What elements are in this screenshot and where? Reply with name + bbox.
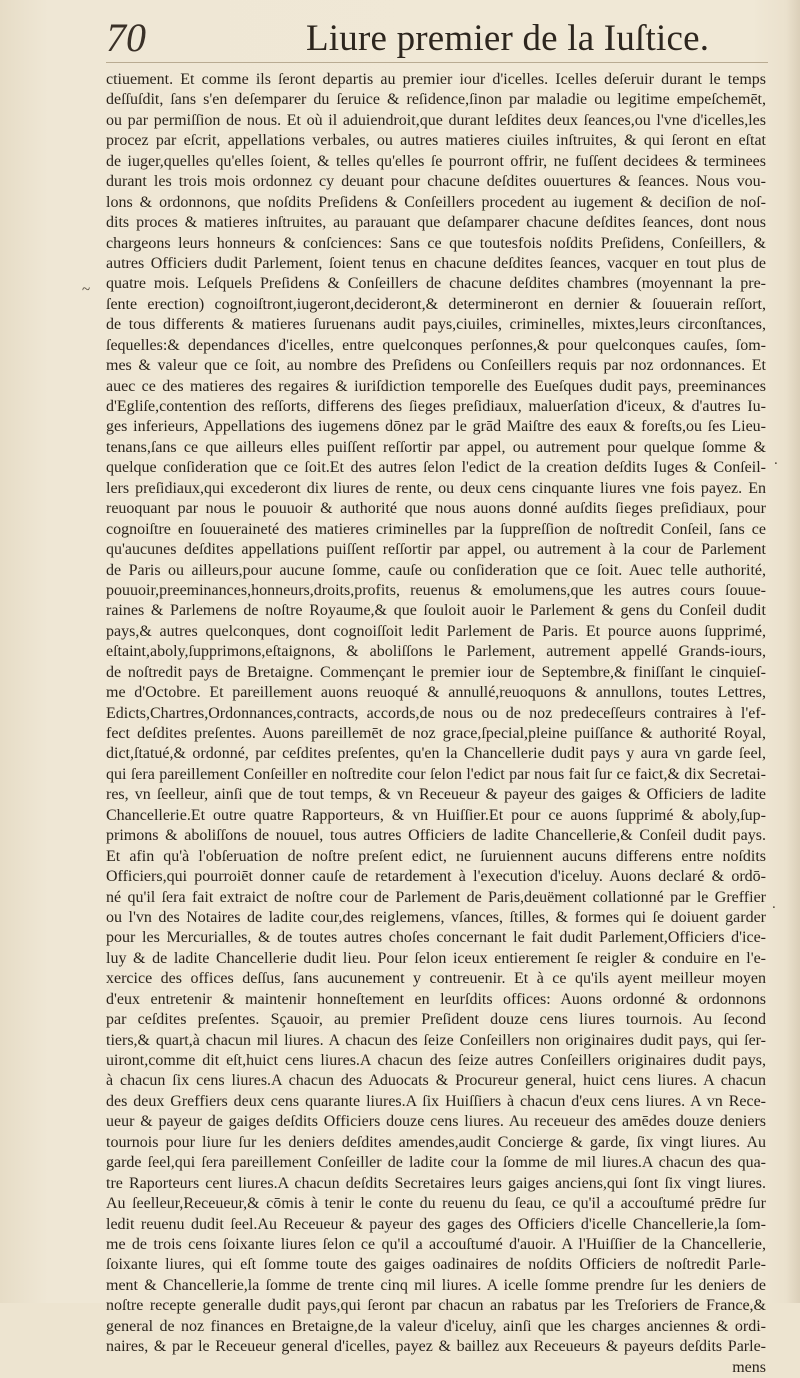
body-text — [106, 70, 766, 1378]
text-line: xercice des offices deſſus, ſans aucunement y contreuenir. Et à ce qu'ils ayent meilleur moyen — [106, 970, 766, 988]
text-line: dict,ſtatué,& ordonné, par ceſdites preſentes, qu'en la Chancellerie dudit pays y aura vn garde ſeel, — [106, 745, 766, 763]
text-line: qui ſera pareillement Conſeiller en noſtredite cour ſelon l'edict par nous fait ſur ce faict,& dix Secretai- — [106, 765, 766, 783]
text-line: pour les Mercurialles, & de toutes autres choſes concernant le fait dudit Parlement,Officiers d'ice- — [106, 929, 766, 947]
text-line: quelque conſideration que ce ſoit.Et des autres ſelon l'edict de la creation deſdits Iuges & Conſeil- — [106, 459, 766, 477]
text-line: de tous differents & matieres ſuruenans audit pays,ciuiles, criminelles, mixtes,leurs circonſtances, — [106, 316, 766, 334]
text-line: res, vn ſeelleur, ainſi que de tout temps, & vn Receueur & payeur des gaiges & Officiers de ladite — [106, 786, 766, 804]
text-line: Officiers,qui pourroiēt donner cauſe de retardement à l'execution d'iceluy. Auons declaré & ordō- — [106, 868, 766, 886]
header-rule — [106, 62, 768, 63]
text-line: mes & valeur que ce ſoit, au nombre des Preſidens ou Conſeillers requis par noz ordonnances. Et — [106, 357, 766, 375]
catchword: mens — [732, 1358, 766, 1376]
text-line: ou par permiſſion de nous. Et où il aduiendroit,que durant leſdites deux ſeances,ou l'vne d'icelles,les — [106, 111, 766, 129]
margin-mark: ~ — [82, 282, 91, 298]
text-line: ou l'vn des Notaires de ladite cour,des reiglemens, vſances, ſtilles, & formes qui ſe doiuent garder — [106, 908, 766, 926]
text-line: tiers,& quart,à chacun mil liures. A chacun des ſeize Conſeillers non originaires dudit pays, qui ſer- — [106, 1031, 766, 1049]
text-line: noſtre recepte generalle dudit pays,qui ſeront par chacun an rabatus par les Treſoriers de France,& — [106, 1297, 766, 1315]
text-line: fect deſdites preſentes. Auons pareillemēt de noz grace,ſpecial,pleine puiſſance & authorité Royal, — [106, 725, 766, 742]
text-line: me de trois cens ſoixante liures ſelon ce qu'il a accouſtumé d'auoir. A l'Huiſſier de la Chancellerie, — [106, 1235, 766, 1253]
running-head: Liure premier de la Iuſtice. — [306, 18, 710, 59]
text-line: durant les trois mois ordonnez cy deuant pour chacune deſdites ouuertures & ſeances. Nous vou- — [106, 173, 766, 191]
text-line: tournois pour liure ſur les deniers deſdites amendes,audit Concierge & garde, ſix vingt liures. Au — [106, 1133, 766, 1151]
text-line: raines & Parlemens de noſtre Royaume,& que ſouloit auoir le Parlement & gens du Conſeil dudit — [106, 602, 766, 620]
text-line: lers preſidiaux,qui excederont dix liures de rente, ou deux cens cinquante liures vne fois payez. En — [106, 479, 766, 497]
text-line: par ceſdites preſentes. Sçauoir, au premier Preſident douze cens liures tournois. Au ſecond — [106, 1011, 766, 1029]
text-line: naires, & par le Receueur general d'icelles, payez & baillez aux Receueurs & payeurs deſdits Parle- — [106, 1338, 766, 1356]
text-line: me d'Octobre. Et pareillement auons reuoqué & annullé,reuoquons & annullons, toutes Lettres, — [106, 684, 766, 702]
text-line: ges inferieurs, Appellations des iugemens dōnez par le grād Maiſtre des eaux & foreſts,ou ſes Lieu- — [106, 418, 766, 436]
text-line: lons & ordonnons, que noſdits Preſidens & Conſeillers procedent au iugement & deciſion de noſ- — [106, 193, 766, 211]
text-line: à chacun ſix cens liures.A chacun des Aduocats & Procureur general, huict cens liures. A chacun — [106, 1072, 766, 1090]
text-line: de noſtredit pays de Bretaigne. Commençant le premier iour de Septembre,& finiſſant le cinquieſ- — [106, 663, 766, 681]
text-line: ment & Chancellerie,la ſomme de trente cinq mil liures. A icelle ſomme prendre ſur les deniers de — [106, 1276, 766, 1294]
text-line: luy & de ladite Chancellerie dudit lieu. Pour ſelon iceux entierement ſe reigler & conduire en l'e- — [106, 949, 766, 967]
text-line: autres Officiers dudit Parlement, ſoient tenus en chacune deſdites ſeances, vacquer en tout plus de — [106, 254, 766, 272]
text-line: garde ſeel,qui ſera pareillement Conſeiller de ladite cour la ſomme de mil liures.A chacun des qua- — [106, 1154, 766, 1172]
text-line: pays,& autres quelconques, dont cognoiſſoit ledit Parlement de Paris. Et pource auons ſupprimé, — [106, 622, 766, 640]
text-line: auec ce des matieres des regaires & iuriſdiction temporelle des Eueſques dudit pays, preeminances — [106, 377, 766, 395]
text-line: Et afin qu'à l'obſeruation de noſtre preſent edict, ne ſuruiennent aucuns differens entre noſdits — [106, 847, 766, 865]
text-line: reuoquant par nous le pouuoir & authorité que nous auons donné auſdits ſieges preſidiaux, pour — [106, 500, 766, 518]
text-line: deſſuſdit, ſans s'en deſemparer du ſeruice & reſidence,ſinon par maladie ou legitime empeſchemēt, — [106, 91, 766, 109]
text-line: eſtaint,aboly,ſupprimons,eſtaignons, & aboliſſons le Parlement, autrement appellé Grands-iours, — [106, 643, 766, 661]
text-line: d'Egliſe,contention des reſſorts, differens des ſieges preſidiaux, maluerſation d'iceux, & d'autres Iu- — [106, 398, 766, 415]
text-line: ſente erection) cognoiſtront,iugeront,decideront,& determineront en dernier & ſouuerain reſſort, — [106, 295, 766, 313]
text-line: Chancellerie.Et outre quatre Rapporteurs, & vn Huiſſier.Et pour ce auons ſupprimé & aboly,ſup- — [106, 806, 766, 824]
text-line: né qu'il ſera fait extraict de noſtre cour de Parlement de Paris,deuëment collationné par le Greffier — [106, 888, 766, 906]
text-line: cognoiſtre en ſouueraineté des matieres criminelles par la ſuppreſſion de noſtredit Conſeil, ſans ce — [106, 520, 766, 538]
text-line: ctiuement. Et comme ils ſeront departis au premier iour d'icelles. Icelles deſeruir durant le temps — [106, 71, 766, 88]
text-line: de Paris ou ailleurs,pour aucune ſomme, cauſe ou conſideration que ce ſoit. Auec telle authorité, — [106, 561, 766, 579]
text-line: ſoixante liures, qui eſt ſomme toute des gaiges oadinaires de noſdits Officiers de noſtredit Parle- — [106, 1256, 766, 1274]
text-line: ledit reuenu dudit ſeel.Au Receueur & payeur des gages des Officiers d'icelle Chancellerie,la ſom- — [106, 1215, 766, 1233]
margin-mark: . — [774, 452, 778, 468]
text-line: uiront,comme dit eſt,huict cens liures.A chacun des ſeize autres Conſeillers originaires dudit pays, — [106, 1052, 766, 1069]
text-line: tenans,ſans ce que ailleurs elles puiſſent reſſortir par appel, ou autrement pour quelque ſomme & — [106, 438, 766, 456]
text-line: ueur & payeur de gaiges deſdits Officiers douze cens liures. Au receueur des amēdes douze deniers — [106, 1113, 766, 1131]
text-line: Au ſeelleur,Receueur,& cōmis à tenir le conte du reuenu du ſeau, ce qu'il a accouſtumé prēdre ſur — [106, 1195, 766, 1213]
text-line: de iuger,quelles qu'elles ſoient, & telles qu'elles ſe pourront offrir, ne fuſſent decidees & terminees — [106, 152, 766, 170]
text-line: Edicts,Chartres,Ordonnances,contracts, accords,de nous ou de noz predeceſſeurs contraires à l'ef- — [106, 704, 766, 722]
text-line: quatre mois. Leſquels Preſidens & Conſeillers de chacune deſdites chambres (moyennant la pre- — [106, 275, 766, 293]
page-number: 70 — [106, 15, 146, 60]
text-line: des deux Greffiers deux cens quarante liures.A ſix Huiſſiers à chacun d'eux cens liures. A vn Rece- — [106, 1092, 766, 1110]
margin-mark: . — [772, 896, 776, 912]
text-line: ſequelles:& dependances d'icelles, entre quelconques perſonnes,& pour quelconques cauſes, ſom- — [106, 336, 766, 354]
text-line: primons & aboliſſons de nouuel, tous autres Officiers de ladite Chancellerie,& Conſeil dudit pays. — [106, 827, 766, 845]
text-line: general de noz finances en Bretaigne,de la valeur d'iceluy, ainſi que les charges anciennes & ordi- — [106, 1317, 766, 1335]
text-line: d'eux entretenir & maintenir honneſtement en leurſdits offices: Auons ordonné & ordonnons — [106, 990, 766, 1008]
page-edge-shadow — [786, 0, 800, 1303]
text-line: dits proces & matieres inſtruites, au parauant que deſamparer chacune deſdites ſeances, dont nous — [106, 214, 766, 232]
text-line: pouuoir,preeminances,honneurs,droits,profits, reuenus & emolumens,que les autres cours ſouue- — [106, 581, 766, 599]
text-line: qu'aucunes deſdites appellations puiſſent reſſortir par appel, ou autrement à la cour de Parlement — [106, 541, 766, 559]
text-line: procez par eſcrit, appellations verbales, ou autres matieres ciuiles inſtruites, & qui ſeront en eſtat — [106, 132, 766, 150]
text-line: chargeons leurs honneurs & conſciences: Sans ce que toutesfois noſdits Preſidens, Conſeillers, & — [106, 234, 766, 252]
text-line: tre Raporteurs cent liures.A chacun deſdits Secretaires leurs gaiges anciens,qui ſont ſix vingt liures. — [106, 1174, 766, 1192]
